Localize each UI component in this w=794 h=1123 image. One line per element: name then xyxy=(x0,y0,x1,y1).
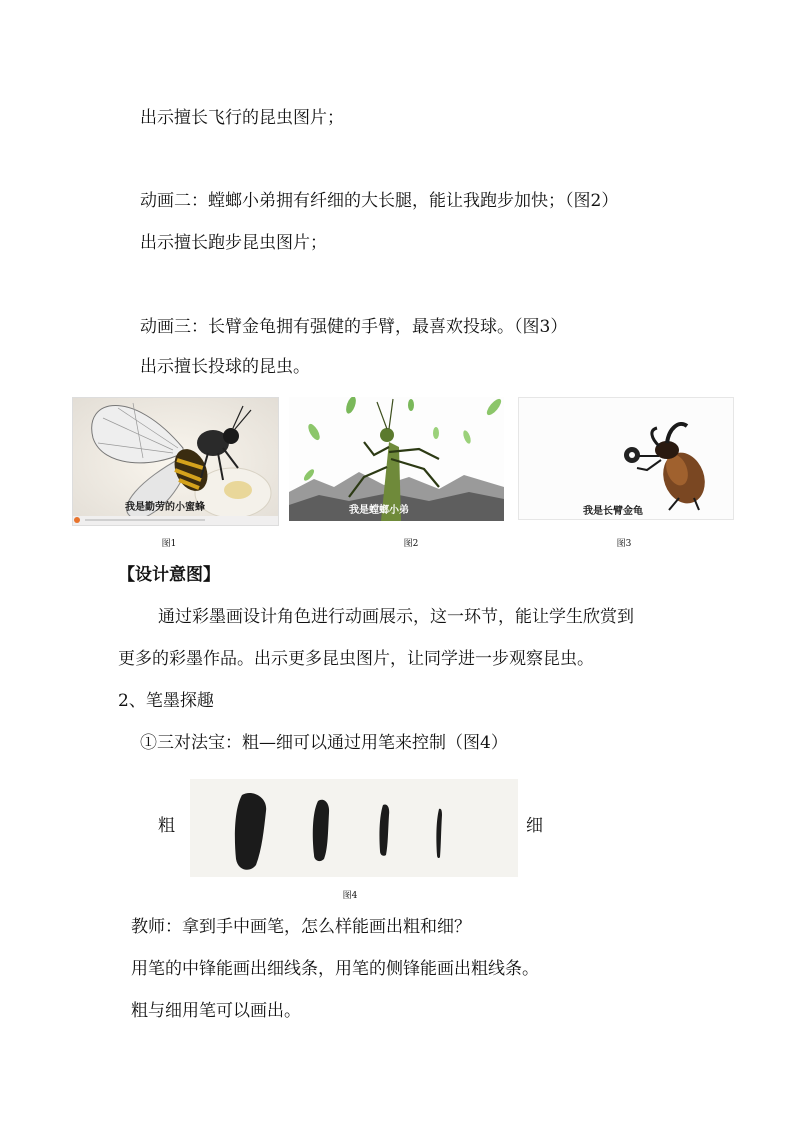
figure-1-bee-image xyxy=(72,397,279,526)
thick-label: 粗 xyxy=(158,816,175,836)
figure-1-watermark: 我是勤劳的小蜜蜂 xyxy=(125,502,205,513)
text-line: 粗与细用笔可以画出。 xyxy=(131,1001,301,1021)
figure-2-mantis-image xyxy=(289,397,504,521)
thin-label: 细 xyxy=(526,816,543,836)
figure-4-caption: 图4 xyxy=(342,891,358,901)
figure-3-watermark: 我是长臂金龟 xyxy=(583,506,643,517)
text-line: 用笔的中锋能画出细线条，用笔的侧锋能画出粗线条。 xyxy=(131,959,539,979)
text-line: 动画三：长臂金龟拥有强健的手臂，最喜欢投球。（图3） xyxy=(140,317,568,337)
section-heading: 【设计意图】 xyxy=(118,565,220,585)
text-line: 出示擅长飞行的昆虫图片； xyxy=(140,108,344,128)
figure-3-caption: 图3 xyxy=(616,539,632,549)
text-line: 教师：拿到手中画笔，怎么样能画出粗和细？ xyxy=(131,917,471,937)
subsection-title: ①三对法宝：粗—细可以通过用笔来控制（图4） xyxy=(140,733,508,753)
figure-2-watermark: 我是螳螂小弟 xyxy=(349,505,409,516)
paragraph-line: 更多的彩墨作品。出示更多昆虫图片，让同学进一步观察昆虫。 xyxy=(118,649,594,669)
text-line: 出示擅长跑步昆虫图片； xyxy=(140,233,327,253)
section-title: 2、笔墨探趣 xyxy=(118,691,214,711)
text-line: 出示擅长投球的昆虫。 xyxy=(140,357,310,377)
figure-1-caption: 图1 xyxy=(161,539,177,549)
text-line: 动画二：螳螂小弟拥有纤细的大长腿，能让我跑步加快；（图2） xyxy=(140,191,619,211)
figure-4-brush-strokes-image xyxy=(190,779,518,877)
paragraph-line: 通过彩墨画设计角色进行动画展示，这一环节，能让学生欣赏到 xyxy=(158,607,634,627)
figure-2-caption: 图2 xyxy=(403,539,419,549)
figure-3-beetle-image xyxy=(518,397,734,520)
